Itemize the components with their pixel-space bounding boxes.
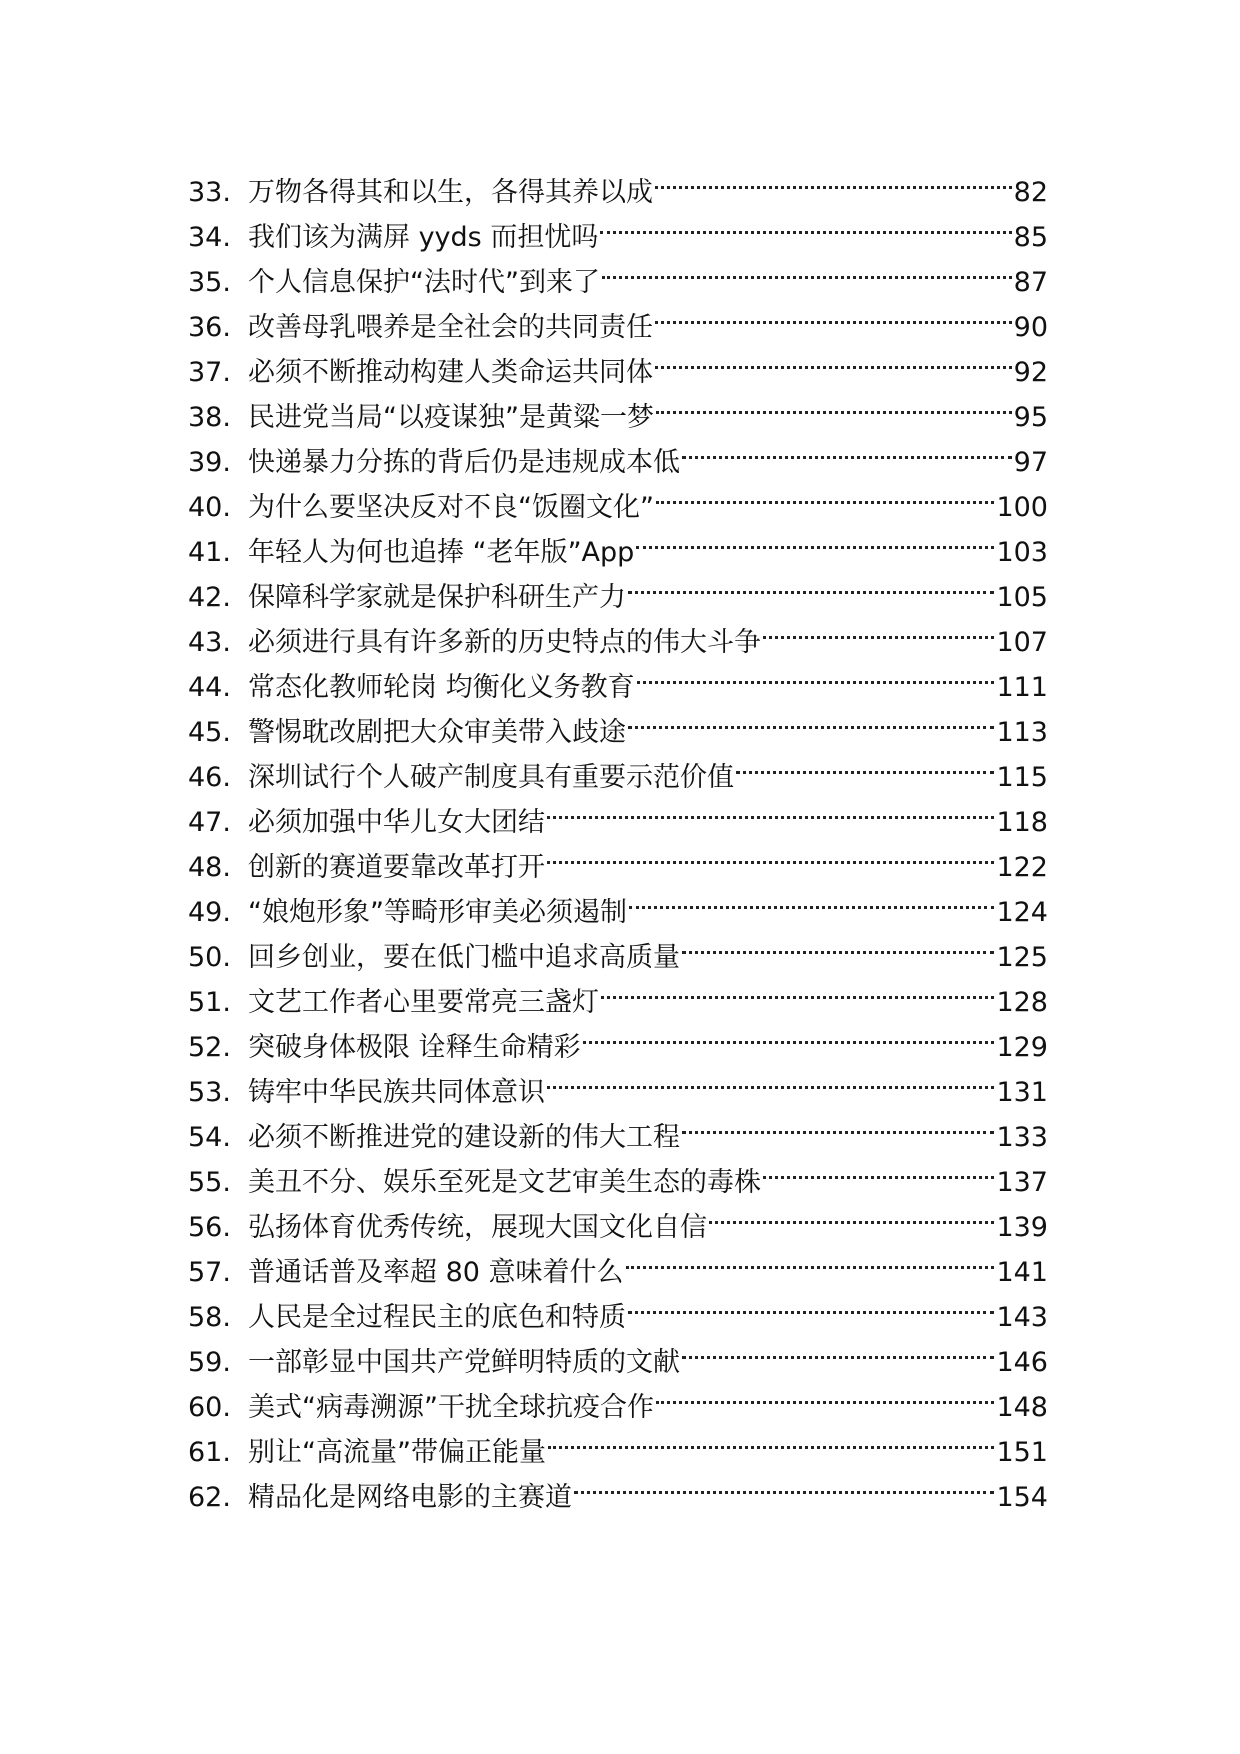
toc-entry-number: 38. [188,402,231,433]
toc-entry-page-number[interactable]: 90 [1013,312,1048,343]
toc-entry-title[interactable]: 必须不断推进党的建设新的伟大工程 [248,1122,680,1153]
toc-dot-leader [656,471,994,516]
toc-entry-page-number[interactable]: 143 [996,1302,1048,1333]
toc-entry-title[interactable]: 我们该为满屏 yyds 而担忧吗 [248,222,599,253]
toc-dot-leader [628,561,994,606]
toc-entry-page-number[interactable]: 100 [996,492,1048,523]
toc-entry-page-number[interactable]: 103 [996,537,1048,568]
toc-entry-number: 49. [188,897,231,928]
toc-dot-leader [636,516,994,561]
toc-entry-title[interactable]: 回乡创业，要在低门槛中追求高质量 [248,942,680,973]
toc-dot-leader [626,1236,995,1281]
toc-entry-title[interactable]: 快递暴力分拣的背后仍是违规成本低 [248,447,680,478]
toc-entry-title[interactable]: 万物各得其和以生，各得其养以成 [248,177,653,208]
toc-dot-leader [656,1371,994,1416]
toc-dot-leader [736,741,994,786]
toc-entry-page-number[interactable]: 148 [996,1392,1048,1423]
toc-dot-leader [574,1461,994,1506]
toc-entry-title[interactable]: 普通话普及率超 80 意味着什么 [248,1257,624,1288]
toc-dot-leader [583,1011,995,1056]
toc-entry-number: 60. [188,1392,231,1423]
toc-entry-page-number[interactable]: 125 [996,942,1048,973]
toc-dot-leader [655,156,1012,201]
toc-dot-leader [637,651,995,696]
toc-entry-title[interactable]: 文艺工作者心里要常亮三盏灯 [248,987,599,1018]
toc-entry-number: 45. [188,717,231,748]
toc-entry-number: 55. [188,1167,231,1198]
toc-entry-title[interactable]: 年轻人为何也追捧 “老年版”App [248,537,635,568]
toc-entry-number: 47. [188,807,231,838]
toc-entry-number: 62. [188,1482,231,1513]
toc-entry-title[interactable]: 人民是全过程民主的底色和特质 [248,1302,626,1333]
toc-entry-title[interactable]: 铸牢中华民族共同体意识 [248,1077,545,1108]
toc-entry-title[interactable]: 美丑不分、娱乐至死是文艺审美生态的毒株 [248,1167,761,1198]
toc-dot-leader [547,1056,994,1101]
toc-entry-title[interactable]: 精品化是网络电影的主赛道 [248,1482,572,1513]
toc-entry-number: 43. [188,627,231,658]
toc-entry-title[interactable]: 必须加强中华儿女大团结 [248,807,545,838]
toc-entry-number: 40. [188,492,231,523]
toc-entry-title[interactable]: 美式“病毒溯源”干扰全球抗疫合作 [248,1392,654,1423]
toc-entry-number: 39. [188,447,231,478]
toc-entry-number: 61. [188,1437,231,1468]
toc-entry-page-number[interactable]: 95 [1013,402,1048,433]
toc-entry-title[interactable]: 民进党当局“以疫谋独”是黄粱一梦 [248,402,654,433]
toc-entry-page-number[interactable]: 87 [1013,267,1048,298]
toc-entry-page-number[interactable]: 113 [996,717,1048,748]
toc-entry-number: 35. [188,267,231,298]
toc-dot-leader [547,831,994,876]
toc-entry-page-number[interactable]: 92 [1013,357,1048,388]
toc-entry-number: 59. [188,1347,231,1378]
toc-entry-title[interactable]: 个人信息保护“法时代”到来了 [248,267,600,298]
toc-entry-page-number[interactable]: 129 [996,1032,1048,1063]
toc-dot-leader [547,786,994,831]
toc-dot-leader [629,876,994,921]
toc-dot-leader [709,1191,994,1236]
toc-dot-leader [763,606,994,651]
toc-entry-page-number[interactable]: 105 [996,582,1048,613]
toc-entry-title[interactable]: 保障科学家就是保护科研生产力 [248,582,626,613]
toc-entry-title[interactable]: 警惕耽改剧把大众审美带入歧途 [248,717,626,748]
toc-dot-leader [628,696,994,741]
toc-entry-number: 34. [188,222,231,253]
toc-entry-number: 33. [188,177,231,208]
toc-entry-page-number[interactable]: 97 [1013,447,1048,478]
toc-entry-number: 57. [188,1257,231,1288]
toc-dot-leader [682,1101,994,1146]
toc-dot-leader [600,201,1011,246]
toc-entry-number: 41. [188,537,231,568]
toc-entry-number: 51. [188,987,231,1018]
toc-entry-number: 52. [188,1032,231,1063]
toc-dot-leader [655,291,1012,336]
toc-entry-number: 53. [188,1077,231,1108]
toc-entry-number: 44. [188,672,231,703]
toc-entry-page-number[interactable]: 141 [996,1257,1048,1288]
table-of-contents [188,156,1048,1513]
toc-entry-title[interactable]: 创新的赛道要靠改革打开 [248,852,545,883]
toc-dot-leader [602,246,1012,291]
toc-entry-title[interactable]: 必须不断推动构建人类命运共同体 [248,357,653,388]
toc-entry-page-number[interactable]: 139 [996,1212,1048,1243]
toc-entry-title[interactable]: 改善母乳喂养是全社会的共同责任 [248,312,653,343]
toc-entry-number: 50. [188,942,231,973]
toc-entry-title[interactable]: 突破身体极限 诠释生命精彩 [248,1032,581,1063]
toc-dot-leader [656,381,1012,426]
toc-dot-leader [601,966,994,1011]
toc-entry-page-number[interactable]: 128 [996,987,1048,1018]
toc-entry-page-number[interactable]: 111 [996,672,1048,703]
toc-entry-page-number[interactable]: 85 [1013,222,1048,253]
toc-entry-page-number[interactable]: 82 [1013,177,1048,208]
toc-dot-leader [628,1281,994,1326]
toc-entry-number: 48. [188,852,231,883]
toc-dot-leader [655,336,1012,381]
toc-entry-page-number[interactable]: 118 [996,807,1048,838]
toc-entry-title[interactable]: “娘炮形象”等畸形审美必须遏制 [248,897,627,928]
toc-entry-page-number[interactable]: 107 [996,627,1048,658]
toc-entry-title[interactable]: 常态化教师轮岗 均衡化义务教育 [248,672,635,703]
toc-entry[interactable] [188,156,1048,208]
toc-entry-page-number[interactable]: 137 [996,1167,1048,1198]
toc-entry-number: 36. [188,312,231,343]
toc-dot-leader [763,1146,994,1191]
toc-entry-title[interactable]: 深圳试行个人破产制度具有重要示范价值 [248,762,734,793]
toc-dot-leader [682,426,1012,471]
toc-entry-number: 37. [188,357,231,388]
toc-dot-leader [682,921,994,966]
toc-entry-title[interactable]: 必须进行具有许多新的历史特点的伟大斗争 [248,627,761,658]
toc-entry-page-number[interactable]: 151 [996,1437,1048,1468]
toc-entry-number: 56. [188,1212,231,1243]
toc-entry-page-number[interactable]: 146 [996,1347,1048,1378]
toc-dot-leader [548,1416,994,1461]
toc-entry-number: 54. [188,1122,231,1153]
toc-entry-page-number[interactable]: 131 [996,1077,1048,1108]
toc-entry-title[interactable]: 为什么要坚决反对不良“饭圈文化” [248,492,654,523]
toc-entry-page-number[interactable]: 124 [996,897,1048,928]
toc-entry-number: 58. [188,1302,231,1333]
toc-entry-number: 46. [188,762,231,793]
toc-entry-title[interactable]: 弘扬体育优秀传统，展现大国文化自信 [248,1212,707,1243]
toc-entry-page-number[interactable]: 154 [996,1482,1048,1513]
toc-entry-page-number[interactable]: 133 [996,1122,1048,1153]
toc-entry-title[interactable]: 别让“高流量”带偏正能量 [248,1437,546,1468]
toc-entry-title[interactable]: 一部彰显中国共产党鲜明特质的文献 [248,1347,680,1378]
toc-entry-page-number[interactable]: 122 [996,852,1048,883]
toc-entry-page-number[interactable]: 115 [996,762,1048,793]
toc-entry-number: 42. [188,582,231,613]
toc-dot-leader [682,1326,994,1371]
